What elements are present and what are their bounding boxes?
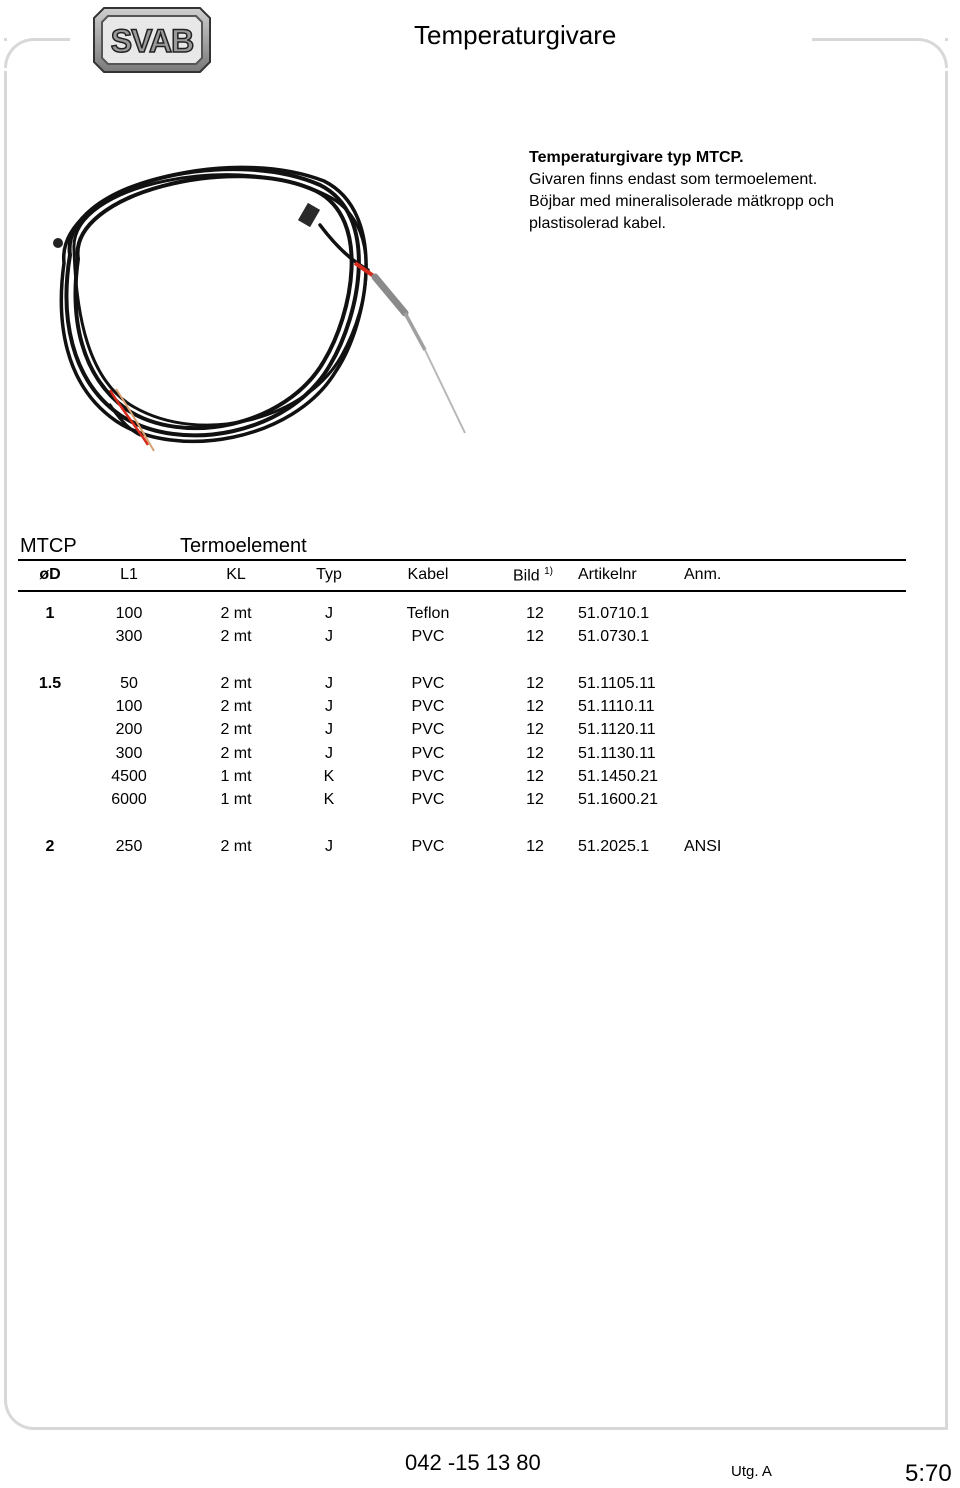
cell-anm: ANSI: [684, 838, 722, 855]
cell-l1: 300: [115, 628, 143, 645]
cell-l1: 250: [115, 838, 143, 855]
cell-kl: 1 mt: [220, 768, 252, 785]
cell-bild: 12: [526, 791, 544, 808]
cell-l1: 100: [115, 698, 143, 715]
table-header-rule: [18, 590, 906, 592]
col-kl: KL: [226, 566, 246, 583]
cell-typ: J: [325, 721, 333, 738]
cell-bild: 12: [526, 675, 544, 692]
svg-text:SVAB: SVAB: [110, 23, 194, 59]
cell-kabel: PVC: [411, 628, 445, 645]
cell-artikelnr: 51.0730.1: [578, 628, 650, 645]
intro-heading: Temperaturgivare typ MTCP.: [529, 149, 744, 166]
cell-od: 1.5: [38, 675, 62, 692]
cell-artikelnr: 51.1110.11: [578, 698, 655, 715]
cell-kabel: PVC: [411, 745, 445, 762]
col-bild-label: Bild: [512, 567, 540, 585]
intro-line: plastisolerad kabel.: [529, 215, 666, 232]
cell-od: 2: [45, 838, 55, 855]
cell-kl: 1 mt: [220, 791, 252, 808]
table-top-rule: [18, 559, 906, 561]
cell-artikelnr: 51.1450.21: [578, 768, 659, 785]
cell-kl: 2 mt: [220, 698, 252, 715]
cell-typ: K: [323, 791, 335, 808]
cell-l1: 100: [115, 605, 143, 622]
cell-artikelnr: 51.0710.1: [578, 605, 650, 622]
cell-artikelnr: 51.2025.1: [578, 838, 650, 855]
col-artikelnr: Artikelnr: [578, 566, 637, 583]
cell-kabel: Teflon: [406, 605, 450, 622]
product-photo: [30, 145, 480, 465]
cell-bild: 12: [526, 768, 544, 785]
svab-logo: [92, 6, 212, 74]
cell-bild: 12: [526, 721, 544, 738]
cell-kl: 2 mt: [220, 605, 252, 622]
col-anm: Anm.: [684, 566, 722, 583]
cell-l1: 200: [115, 721, 143, 738]
cell-kabel: PVC: [411, 791, 445, 808]
col-od: øD: [39, 566, 61, 583]
cell-od: 1: [45, 605, 55, 622]
section-model: MTCP: [20, 535, 77, 557]
footnote-ref: 1): [544, 566, 554, 577]
cell-typ: J: [325, 838, 333, 855]
cell-artikelnr: 51.1105.11: [578, 675, 656, 692]
cell-kl: 2 mt: [220, 745, 252, 762]
cell-kabel: PVC: [411, 721, 445, 738]
cell-typ: J: [325, 605, 333, 622]
cell-artikelnr: 51.1130.11: [578, 745, 656, 762]
col-bild: [513, 566, 553, 585]
cell-artikelnr: 51.1120.11: [578, 721, 656, 738]
col-typ: Typ: [316, 566, 342, 583]
cell-bild: 12: [526, 838, 544, 855]
cell-kabel: PVC: [411, 675, 445, 692]
footer-phone: 042 -15 13 80: [405, 1450, 541, 1475]
section-type: Termoelement: [180, 535, 307, 557]
col-l1: L1: [120, 566, 138, 583]
cell-kabel: PVC: [411, 838, 445, 855]
cell-kabel: PVC: [411, 768, 445, 785]
footer-edition: Utg. A: [731, 1463, 772, 1480]
cell-typ: K: [323, 768, 335, 785]
intro-line: Givaren finns endast som termoelement.: [529, 171, 818, 188]
cell-l1: 4500: [111, 768, 147, 785]
intro-line: Böjbar med mineralisolerade mätkropp och: [529, 193, 835, 210]
cell-typ: J: [325, 628, 333, 645]
page-number: 5:70: [905, 1460, 952, 1487]
cell-kl: 2 mt: [220, 721, 252, 738]
col-kabel: Kabel: [407, 566, 449, 583]
cell-typ: J: [325, 698, 333, 715]
cell-artikelnr: 51.1600.21: [578, 791, 659, 808]
page-title: Temperaturgivare: [414, 20, 617, 50]
intro-text: [529, 147, 834, 235]
cell-bild: 12: [526, 605, 544, 622]
cell-l1: 6000: [111, 791, 147, 808]
cell-bild: 12: [526, 628, 544, 645]
cell-kl: 2 mt: [220, 838, 252, 855]
frame-corner-right: [812, 38, 948, 68]
cell-kl: 2 mt: [220, 675, 252, 692]
cell-bild: 12: [526, 745, 544, 762]
cell-l1: 300: [115, 745, 143, 762]
cell-kabel: PVC: [411, 698, 445, 715]
cell-l1: 50: [120, 675, 138, 692]
cell-kl: 2 mt: [220, 628, 252, 645]
cell-typ: J: [325, 675, 333, 692]
cell-bild: 12: [526, 698, 544, 715]
cell-typ: J: [325, 745, 333, 762]
